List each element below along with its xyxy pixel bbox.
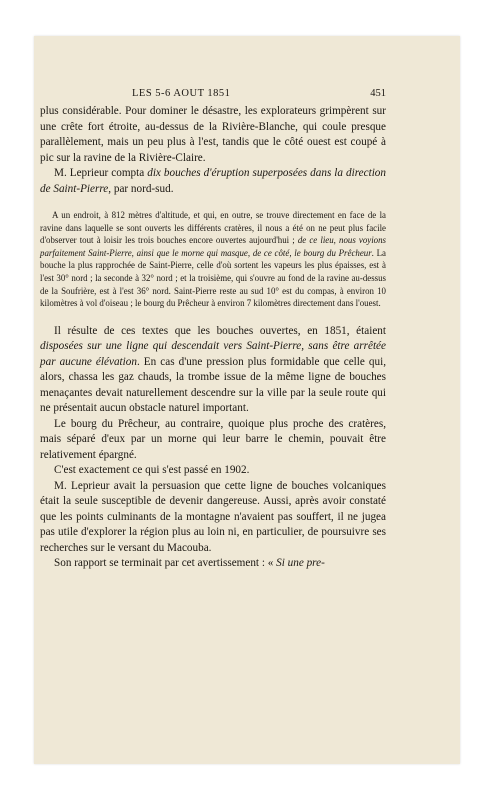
italic-text: dix bouches d'éruption superposées dans la direction de Saint-Pierre xyxy=(40,167,386,195)
text-run: A un endroit, à 812 mètres d'altitude, et qui, en outre, se trouve directement en face de la ravine dans laquelle se sont ouverts les différents cratères, il nous a été on ne peut plus facile d'observer tout à loisir les trois bouches encore ouvertes aujourd'hui ; xyxy=(40,210,386,246)
text-run: Son rapport se terminait par cet avertissement : « xyxy=(54,557,277,570)
italic-text: disposées sur une ligne qui descendait vers Saint-Pierre, sans être arrêtée par aucune élévation xyxy=(40,340,386,368)
paragraph: Le bourg du Prêcheur, au contraire, quoique plus proche des cratères, mais séparé d'eux par un morne qui leur barre le chemin, pouvait être relativement épargné. xyxy=(40,417,386,461)
block-quote xyxy=(40,209,386,310)
italic-text: de ce lieu, nous voyions parfaitement Saint-Pierre, ainsi que le morne qui masque, de ce côté, le bourg du Prêcheur xyxy=(40,235,386,258)
page-number: 451 xyxy=(370,88,386,99)
text-run: . La bouche la plus rapprochée de Saint-Pierre, celle d'où sortent les vapeurs les plus épaisses, est à l'est 30° nord ; la seconde à 32° nord ; et la troisième, qui s'ouvre au fond de la ravine au-dessus de la Soufrière, est à l'est 36° nord. Saint-Pierre reste au sud 10° est du compas, à environ 10 kilomètres à vol d'oiseau ; le bourg du Prêcheur à environ 7 kilomètres directement dans l'ouest. xyxy=(40,247,386,309)
text-run: M. Leprieur compta xyxy=(54,167,148,179)
paragraph: C'est exactement ce qui s'est passé en 1902. xyxy=(54,464,250,477)
running-title: LES 5-6 AOUT 1851 xyxy=(132,88,231,99)
page-header xyxy=(40,88,386,102)
paragraph xyxy=(40,556,386,572)
text-run: . En cas d'une pression plus formidable que celle qui, alors, chassa les gaz chauds, la trombe issue de la même ligne de bouches menaçantes devait naturellement descendre sur la ville par la seule route qui ne présentait aucun obstacle naturel important. xyxy=(40,355,386,415)
text-run: Il résulte de ces textes que les bouches ouvertes, en 1851, étaient xyxy=(54,324,386,337)
italic-text: Si une pre- xyxy=(276,557,325,570)
page-body xyxy=(40,104,386,572)
paragraph: plus considérable. Pour dominer le désastre, les explorateurs grimpèrent sur une crête fort étroite, au-dessus de la Rivière-Blanche, qui coule presque parallèlement, mais un peu plus à l'est, tandis que le côté ouest est coupé à pic sur la ravine de la Rivière-Claire. xyxy=(40,105,386,164)
text-run: , par nord-sud. xyxy=(108,182,174,195)
paragraph xyxy=(40,324,386,417)
quote-paragraph xyxy=(40,209,386,310)
paragraph xyxy=(40,166,386,197)
paragraph: M. Leprieur avait la persuasion que cette ligne de bouches volcaniques était la seule susceptible de devenir dangereuse. Aussi, après avoir constaté que les points culminants de la montagne n'avaient pas souffert, il ne jugea pas utile d'explorer la région plus au loin ni, en particulier, de poursuivre ses recherches sur le versant du Macouba. xyxy=(40,479,386,554)
